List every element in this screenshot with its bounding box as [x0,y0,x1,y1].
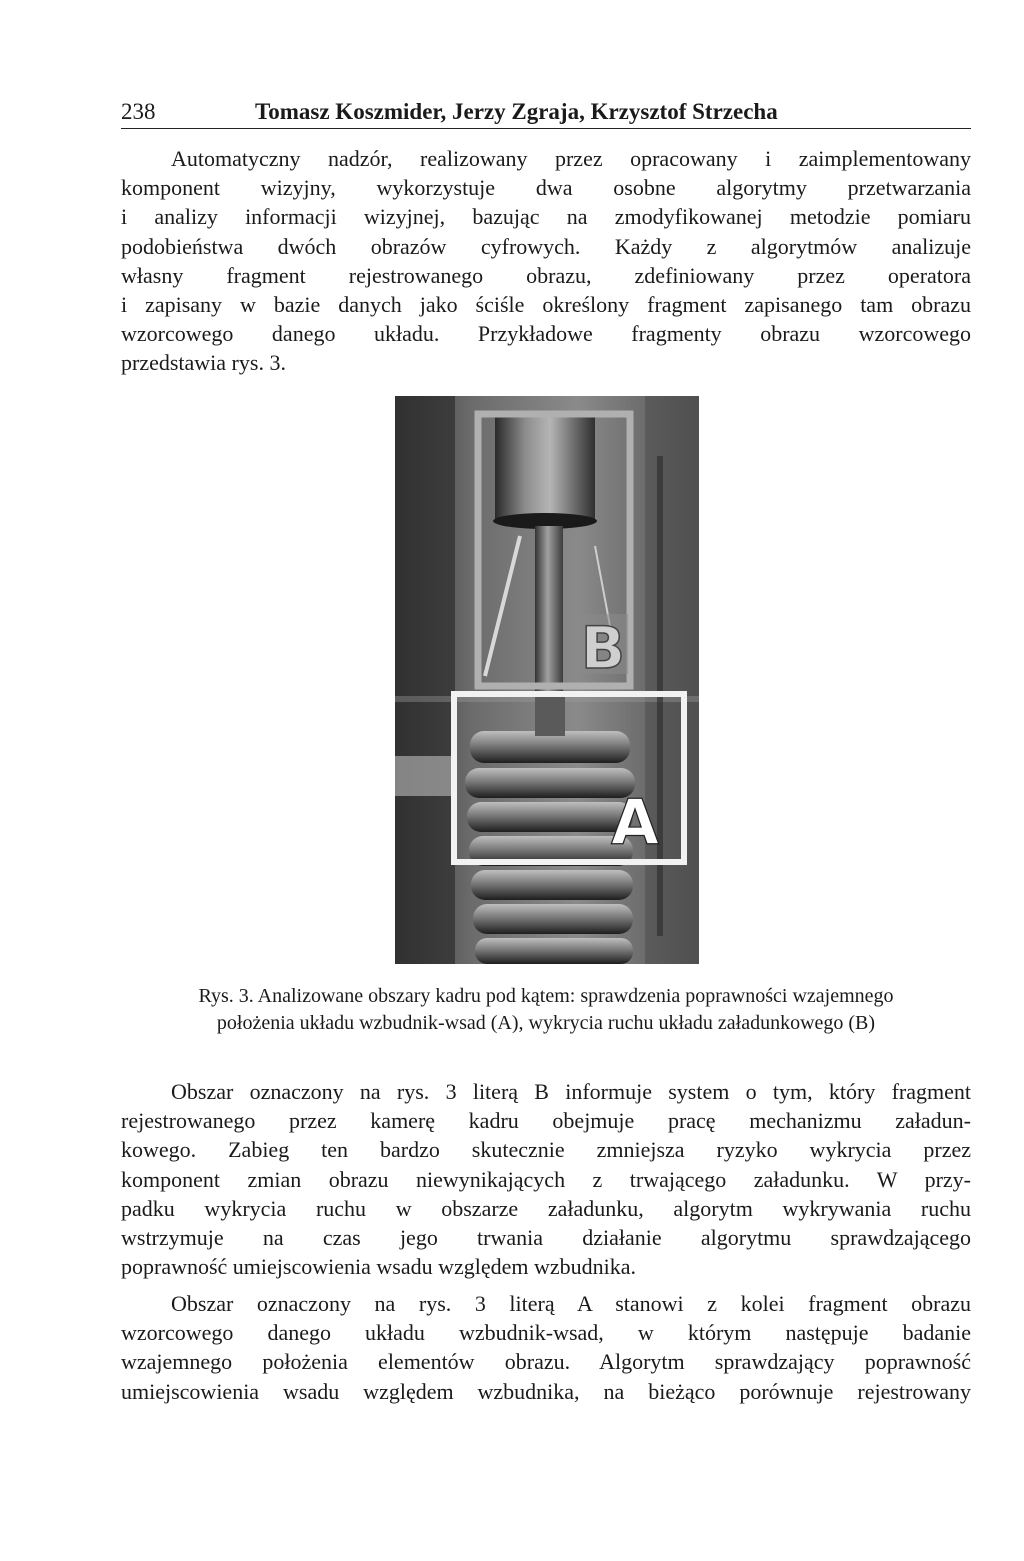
paragraph-line: umiejscowienia wsadu względem wzbudnika, na bieżąco porównuje rejestrowany [121,1378,971,1404]
page-number: 238 [121,99,156,124]
paragraph-line: wzorcowego danego układu wzbudnik-wsad, w którym następuje badanie [121,1320,971,1346]
paragraph-line: padku wykrycia ruchu w obszarze załadunku, algorytm wykrywania ruchu [121,1195,971,1221]
region-b-label: B [580,614,626,682]
paragraph-line: poprawność umiejscowienia wsadu względem wzbudnika. [121,1254,637,1280]
paragraph-3 [121,1289,971,1406]
caption-line-2: położenia układu wzbudnik-wsad (A), wykrycia ruchu układu załadunkowego (B) [216,1012,876,1034]
paragraph-line: Automatyczny nadzór, realizowany przez opracowany i zaimplementowany [171,146,971,171]
paragraph-1 [121,144,971,378]
figure-caption [121,983,971,1037]
caption-line-1: Rys. 3. Analizowane obszary kadru pod kątem: sprawdzenia poprawności wzajemnego [198,985,894,1007]
paragraph-line: rejestrowanego przez kamerę kadru obejmuje pracę mechanizmu załadun- [121,1108,971,1134]
paragraph-line: podobieństwa dwóch obrazów cyfrowych. Każdy z algorytmów analizuje [121,233,971,259]
figure-3-photo [395,396,699,964]
paragraph-line: Obszar oznaczony na rys. 3 literą B informuje system o tym, który fragment [171,1079,971,1104]
paragraph-line: komponent wizyjny, wykorzystuje dwa osobne algorytmy przetwarzania [121,175,971,201]
region-a-label: A [611,786,659,859]
paragraph-line: wzajemnego położenia elementów obrazu. Algorytm sprawdzający poprawność [121,1349,971,1375]
running-head-authors: Tomasz Koszmider, Jerzy Zgraja, Krzysztof Strzecha [255,99,778,124]
induction-setup-photo [395,396,699,964]
paragraph-line: własny fragment rejestrowanego obrazu, zdefiniowany przez operatora [121,262,971,288]
paragraph-line: Obszar oznaczony na rys. 3 literą A stanowi z kolei fragment obrazu [171,1291,971,1316]
paragraph-line: i analizy informacji wizyjnej, bazując na zmodyfikowanej metodzie pomiaru [121,204,971,230]
paragraph-2 [121,1077,971,1281]
header-rule [121,128,971,129]
page-header [121,97,971,131]
paragraph-line: wstrzymuje na czas jego trwania działanie algorytmu sprawdzającego [121,1225,971,1251]
paragraph-line: wzorcowego danego układu. Przykładowe fragmenty obrazu wzorcowego [121,321,971,347]
paragraph-line: i zapisany w bazie danych jako ściśle określony fragment zapisanego tam obrazu [121,292,971,318]
paragraph-line: przedstawia rys. 3. [121,350,286,376]
paragraph-line: komponent zmian obrazu niewynikających z trwającego załadunku. W przy- [121,1166,971,1192]
paragraph-line: kowego. Zabieg ten bardzo skutecznie zmniejsza ryzyko wykrycia przez [121,1137,971,1163]
